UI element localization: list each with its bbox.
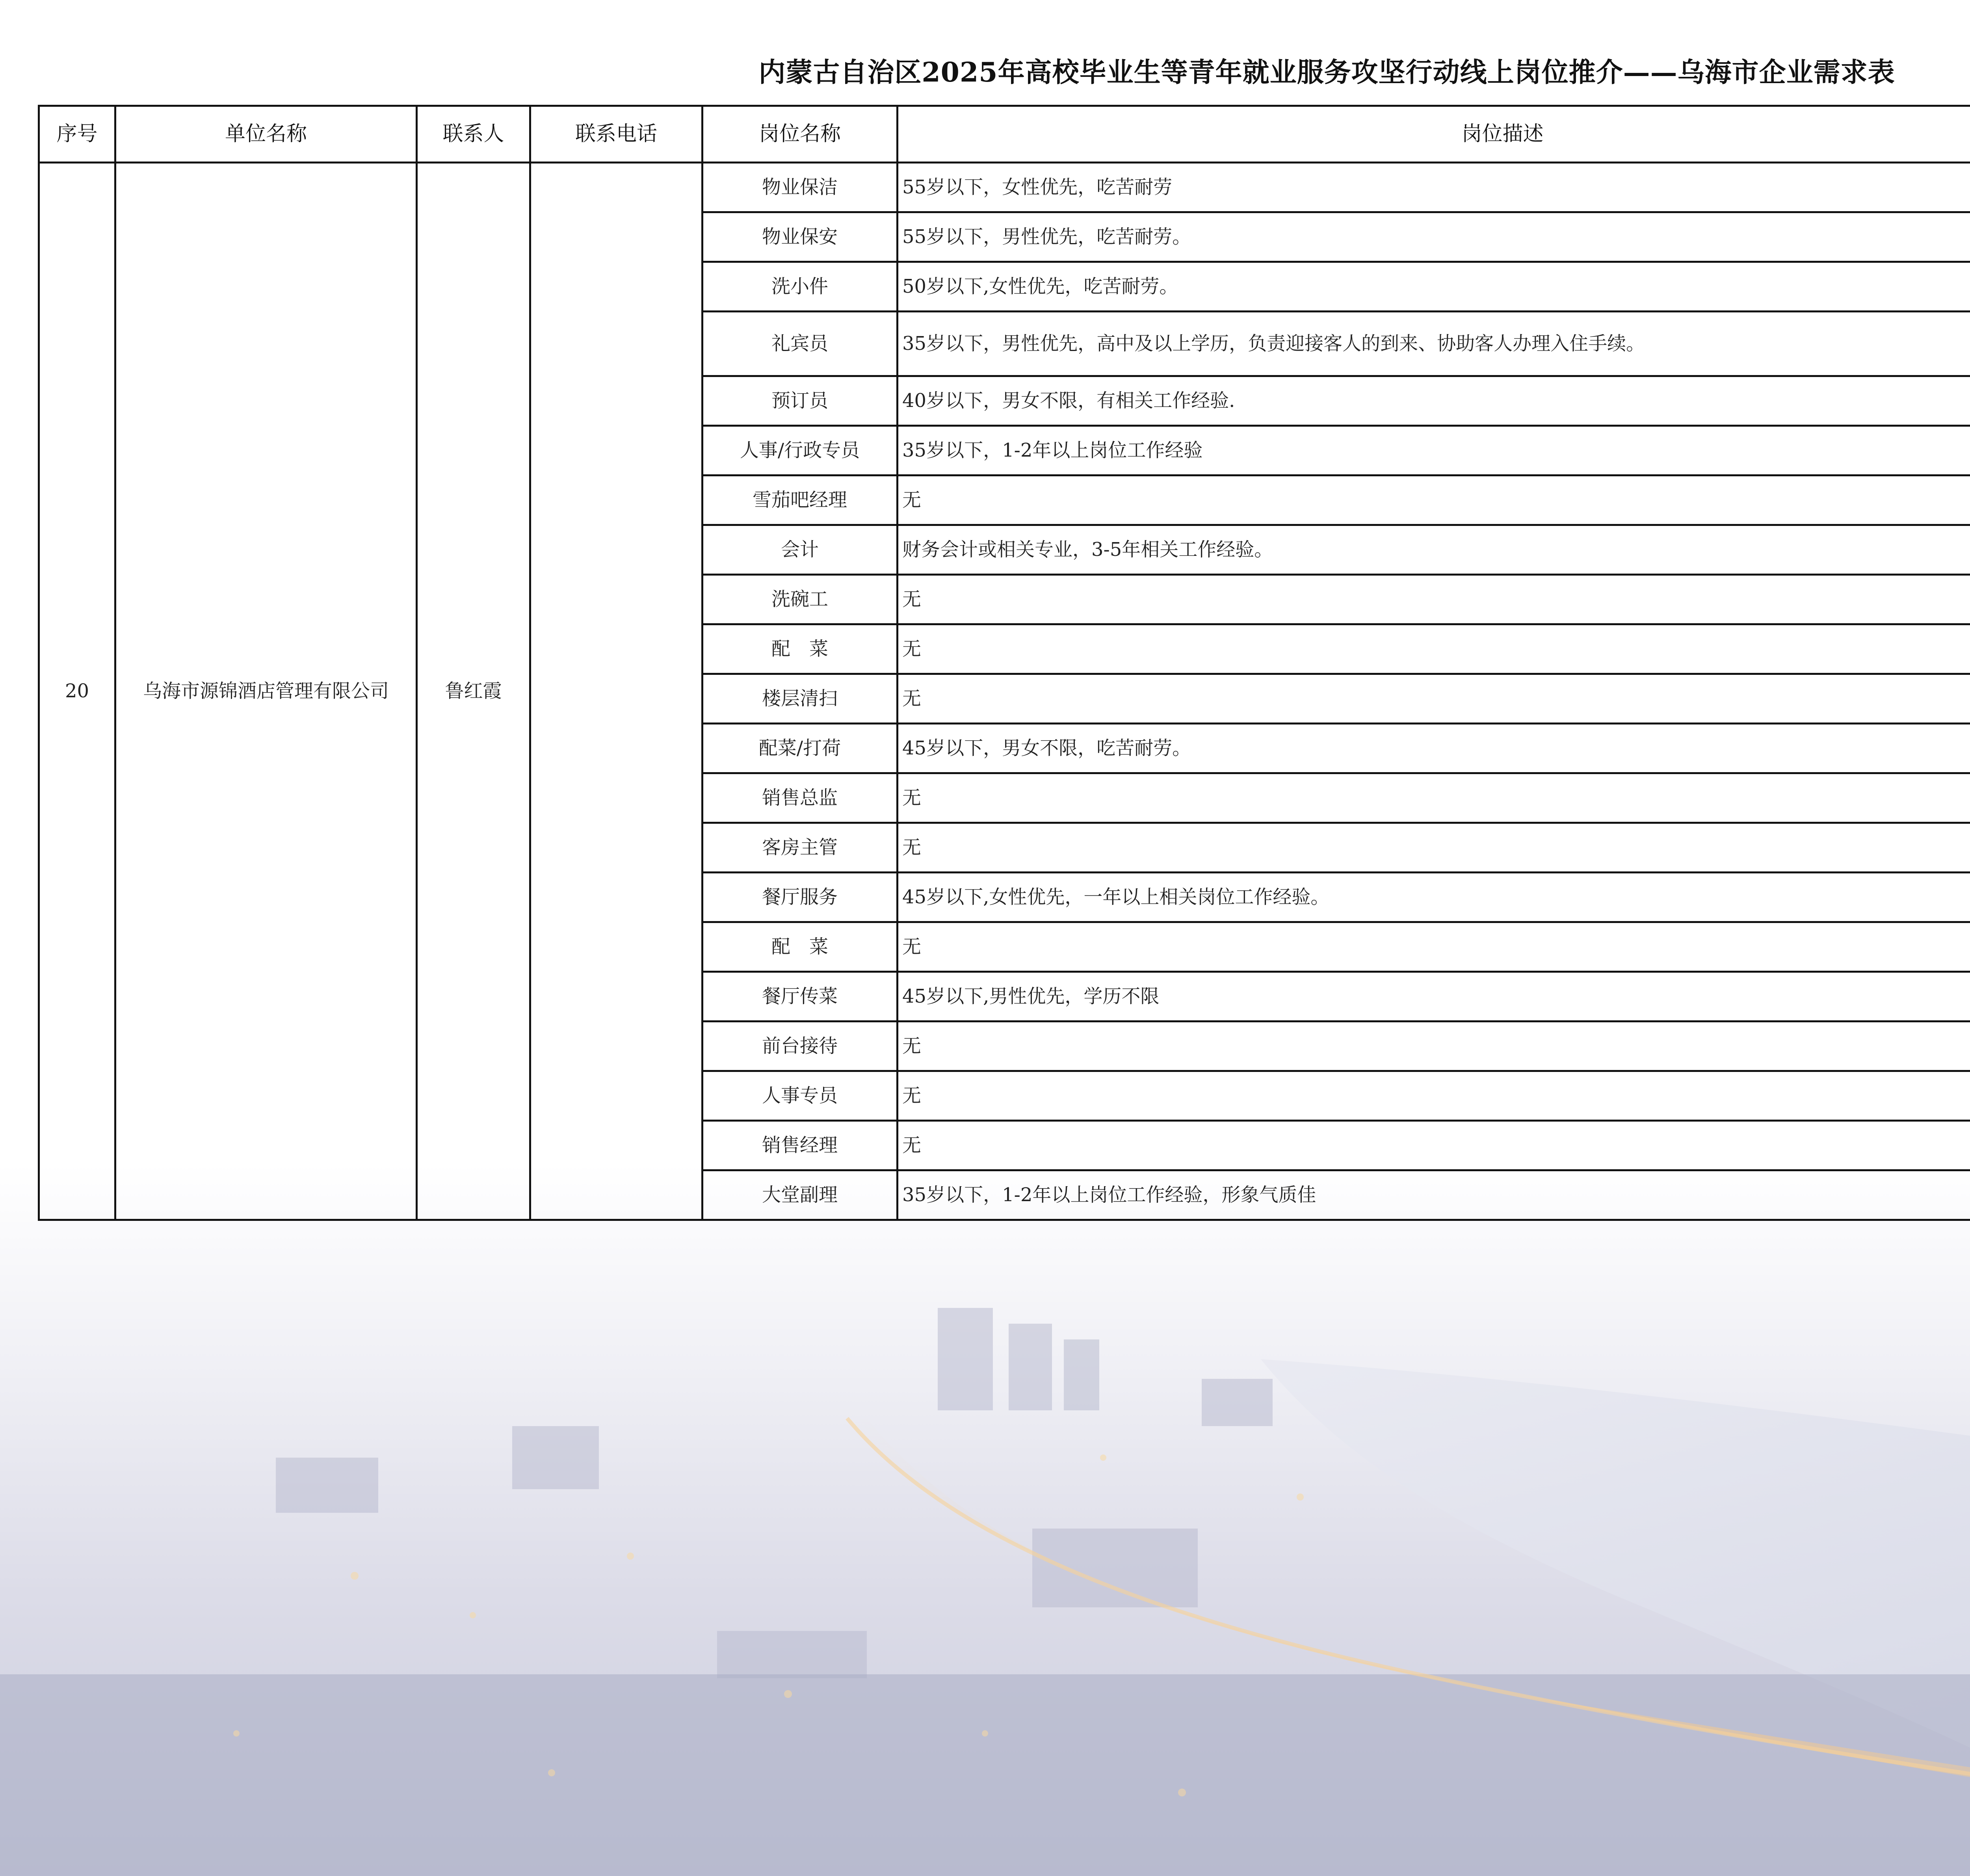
cell-description: 40岁以下，男女不限，有相关工作经验. bbox=[898, 376, 1970, 426]
header-row bbox=[39, 106, 1970, 163]
header-phone: 联系电话 bbox=[530, 106, 703, 163]
cell-description: 无 bbox=[898, 922, 1970, 972]
cell-description: 无 bbox=[898, 823, 1970, 873]
cell-position: 物业保洁 bbox=[703, 163, 898, 212]
header-contact: 联系人 bbox=[417, 106, 530, 163]
cell-description: 无 bbox=[898, 624, 1970, 674]
cell-description: 35岁以下，1-2年以上岗位工作经验 bbox=[898, 426, 1970, 476]
cell-position: 楼层清扫 bbox=[703, 674, 898, 724]
cell-description: 45岁以下，男女不限，吃苦耐劳。 bbox=[898, 724, 1970, 773]
cell-phone bbox=[530, 163, 703, 1220]
cell-description: 55岁以下，男性优先，吃苦耐劳。 bbox=[898, 212, 1970, 262]
cell-position: 配菜/打荷 bbox=[703, 724, 898, 773]
cell-position: 大堂副理 bbox=[703, 1170, 898, 1220]
cell-position: 预订员 bbox=[703, 376, 898, 426]
cell-position: 人事/行政专员 bbox=[703, 426, 898, 476]
cell-position: 餐厅服务 bbox=[703, 873, 898, 922]
cell-description: 无 bbox=[898, 674, 1970, 724]
cell-position: 会计 bbox=[703, 525, 898, 575]
cell-description: 35岁以下，1-2年以上岗位工作经验，形象气质佳 bbox=[898, 1170, 1970, 1220]
cell-position: 物业保安 bbox=[703, 212, 898, 262]
cell-description: 无 bbox=[898, 476, 1970, 525]
cell-position: 销售经理 bbox=[703, 1121, 898, 1170]
cell-description: 45岁以下,女性优先，一年以上相关岗位工作经验。 bbox=[898, 873, 1970, 922]
cell-description: 无 bbox=[898, 1022, 1970, 1071]
header-no: 序号 bbox=[39, 106, 115, 163]
cell-position: 餐厅传菜 bbox=[703, 972, 898, 1022]
cell-position: 配 菜 bbox=[703, 624, 898, 674]
cell-company-name: 乌海市源锦酒店管理有限公司 bbox=[115, 163, 417, 1220]
cell-no: 20 bbox=[39, 163, 115, 1220]
cell-description: 55岁以下，女性优先，吃苦耐劳 bbox=[898, 163, 1970, 212]
cell-description: 45岁以下,男性优先，学历不限 bbox=[898, 972, 1970, 1022]
cell-position: 客房主管 bbox=[703, 823, 898, 873]
cell-description: 财务会计或相关专业，3-5年相关工作经验。 bbox=[898, 525, 1970, 575]
cell-description: 50岁以下,女性优先，吃苦耐劳。 bbox=[898, 262, 1970, 312]
header-description: 岗位描述 bbox=[898, 106, 1970, 163]
header-company: 单位名称 bbox=[115, 106, 417, 163]
cell-position: 销售总监 bbox=[703, 773, 898, 823]
cell-description: 无 bbox=[898, 773, 1970, 823]
cell-position: 洗碗工 bbox=[703, 575, 898, 624]
cell-description: 无 bbox=[898, 575, 1970, 624]
page-title: 内蒙古自治区2025年高校毕业生等青年就业服务攻坚行动线上岗位推介——乌海市企业需求表 bbox=[758, 57, 1895, 88]
job-demand-table bbox=[38, 105, 1970, 1221]
cell-contact: 鲁红霞 bbox=[417, 163, 530, 1220]
cell-description: 无 bbox=[898, 1071, 1970, 1121]
cell-position: 配 菜 bbox=[703, 922, 898, 972]
cell-position: 人事专员 bbox=[703, 1071, 898, 1121]
cell-description: 无 bbox=[898, 1121, 1970, 1170]
cell-position: 洗小件 bbox=[703, 262, 898, 312]
cell-position: 前台接待 bbox=[703, 1022, 898, 1071]
table-row bbox=[39, 163, 1970, 212]
cell-position: 礼宾员 bbox=[703, 312, 898, 376]
cell-description: 35岁以下，男性优先，高中及以上学历，负责迎接客人的到来、协助客人办理入住手续。 bbox=[898, 312, 1970, 376]
header-position: 岗位名称 bbox=[703, 106, 898, 163]
cell-position: 雪茄吧经理 bbox=[703, 476, 898, 525]
